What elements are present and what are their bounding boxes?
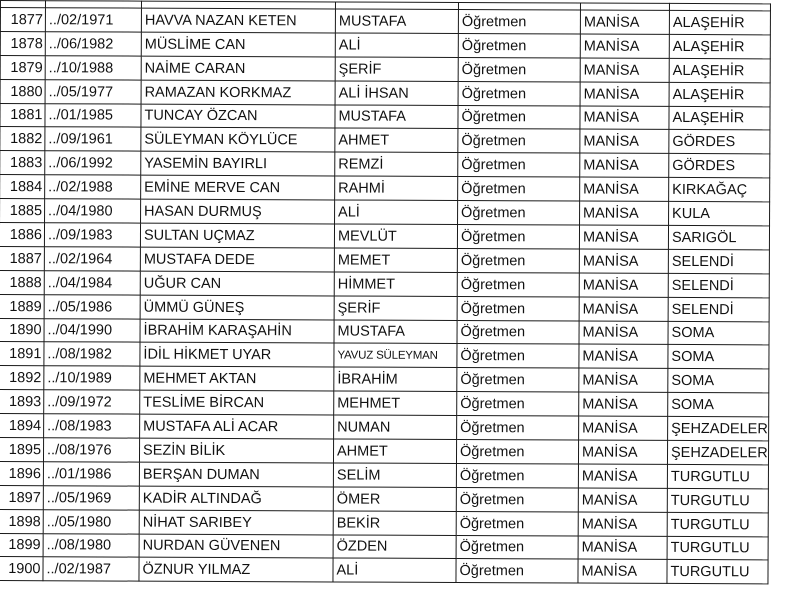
cell-row-number: 1891 [0, 342, 44, 366]
cell-full-name: BERŞAN DUMAN [139, 462, 333, 487]
table-row [0, 509, 768, 536]
cell-district: ŞEHZADELER [667, 440, 768, 464]
cell-father-name: MEVLÜT [334, 224, 457, 248]
cell-father-name: REMZİ [335, 152, 458, 176]
cell-title: Öğretmen [457, 272, 579, 296]
cell-district: TURGUTLU [667, 560, 768, 584]
cell-title: Öğretmen [457, 248, 579, 272]
cell-father-name: NUMAN [334, 415, 457, 439]
table-row [0, 270, 769, 297]
cell-title: Öğretmen [458, 129, 580, 153]
cell-province: MANİSA [580, 129, 669, 153]
cell-district: GÖRDES [669, 154, 770, 178]
cell-district: SOMA [668, 321, 769, 345]
cell-full-name: NİHAT SARIBEY [139, 510, 333, 535]
cell-full-name: SULTAN UÇMAZ [140, 223, 334, 248]
cell-row-number: 1888 [0, 270, 44, 294]
cell-district: TURGUTLU [667, 488, 768, 512]
cell-district: ŞEHZADELER [668, 417, 769, 441]
cell-district: ALAŞEHİR [669, 34, 770, 58]
cell-father-name: ALİ [335, 33, 458, 57]
cell-father-name: ÖZDEN [333, 535, 456, 559]
table-row [0, 246, 769, 273]
cell-title: Öğretmen [456, 440, 578, 464]
cell-birth-date: ../02/1987 [43, 557, 139, 581]
cell-district: SELENDİ [668, 297, 769, 321]
cell-title: Öğretmen [456, 535, 578, 559]
cell-father-name: MUSTAFA [334, 320, 457, 344]
cell-father-name: İBRAHİM [334, 367, 457, 391]
cell-birth-date: ../05/1986 [44, 294, 140, 318]
table-row [0, 414, 768, 441]
cell-full-name: MUSTAFA ALİ ACAR [140, 414, 334, 439]
cell-province: MANİSA [578, 440, 667, 464]
cell-birth-date: ../02/1964 [44, 247, 140, 271]
cell-birth-date: ../06/1982 [45, 32, 141, 56]
cell-title: Öğretmen [456, 511, 578, 535]
cell-district: TURGUTLU [667, 464, 768, 488]
cell-father-name: MEMET [334, 248, 457, 272]
cell-full-name: HAVVA NAZAN KETEN [141, 8, 335, 33]
cell-row-number: 1887 [0, 246, 44, 270]
cell-full-name: HASAN DURMUŞ [141, 199, 335, 224]
cell-row-number: 1900 [0, 557, 43, 581]
cell-title: Öğretmen [458, 201, 580, 225]
cell-title: Öğretmen [458, 10, 580, 34]
table-row [0, 31, 770, 58]
cell-full-name: ÖZNUR YILMAZ [139, 558, 333, 583]
cell-full-name: UĞUR CAN [140, 271, 334, 296]
cell-title: Öğretmen [457, 416, 579, 440]
cell-province: MANİSA [578, 536, 667, 560]
table-row [0, 103, 770, 130]
cell-row-number: 1879 [0, 55, 45, 79]
cell-title: Öğretmen [458, 57, 580, 81]
cell-birth-date: ../05/1977 [45, 79, 141, 103]
cell-full-name: KADİR ALTINDAĞ [139, 486, 333, 511]
table-row [0, 151, 770, 178]
cell-title: Öğretmen [457, 368, 579, 392]
cell-row-number: 1883 [0, 151, 45, 175]
cell-row-number: 1877 [0, 8, 45, 32]
cell-birth-date: ../05/1969 [43, 486, 139, 510]
cell-row-number: 1893 [0, 390, 44, 414]
cell-title: Öğretmen [457, 225, 579, 249]
cell-title: Öğretmen [456, 463, 578, 487]
cell-birth-date: ../04/1980 [45, 199, 141, 223]
cell-full-name: NAİME CARAN [141, 56, 335, 81]
cell-row-number: 1889 [0, 294, 44, 318]
cell-province: MANİSA [579, 321, 668, 345]
cell-full-name: TUNCAY ÖZCAN [141, 104, 335, 129]
cell-father-name: MUSTAFA [335, 9, 458, 33]
cell-district: ALAŞEHİR [669, 106, 770, 130]
cell-birth-date: ../10/1989 [44, 366, 140, 390]
cell-province: MANİSA [578, 560, 667, 584]
cell-row-number: 1881 [0, 103, 45, 127]
cell-province: MANİSA [580, 177, 669, 201]
cell-birth-date: ../08/1980 [43, 533, 139, 557]
cell-birth-date: ../08/1983 [44, 414, 140, 438]
cell-father-name: MEHMET [334, 391, 457, 415]
table-row [0, 438, 768, 465]
cell-district: SELENDİ [668, 249, 769, 273]
record-table-body [0, 1, 770, 585]
cell-title: Öğretmen [458, 177, 580, 201]
cell-title: Öğretmen [456, 559, 578, 583]
cell-province: MANİSA [579, 297, 668, 321]
cell-full-name: TESLİME BİRCAN [140, 390, 334, 415]
cell-father-name: BEKİR [333, 511, 456, 535]
cell-full-name: RAMAZAN KORKMAZ [141, 80, 335, 105]
cell-birth-date: ../01/1985 [45, 103, 141, 127]
cell-row-number: 1896 [0, 461, 43, 485]
cell-title: Öğretmen [457, 320, 579, 344]
cell-province: MANİSA [580, 106, 669, 130]
cell-father-name: ÖMER [333, 487, 456, 511]
cell-full-name: YASEMİN BAYIRLI [141, 151, 335, 176]
cell-province: MANİSA [580, 153, 669, 177]
cell-father-name: HİMMET [334, 272, 457, 296]
cell-full-name: SEZİN BİLİK [139, 438, 333, 463]
cell-father-name: YAVUZ SÜLEYMAN [334, 343, 457, 367]
cell-district: TURGUTLU [667, 512, 768, 536]
cell-province: MANİSA [579, 416, 668, 440]
cell-birth-date: ../06/1992 [45, 151, 141, 175]
cell-row-number: 1895 [0, 438, 44, 462]
cell-province: MANİSA [580, 82, 669, 106]
cell-full-name: İDİL HİKMET UYAR [140, 343, 334, 368]
cell-birth-date: ../09/1961 [45, 127, 141, 151]
cell-province: MANİSA [579, 225, 668, 249]
cell-district: SELENDİ [668, 273, 769, 297]
cell-full-name: ÜMMÜ GÜNEŞ [140, 295, 334, 320]
cell-district: ALAŞEHİR [669, 82, 770, 106]
cell-father-name: ALİ [335, 200, 458, 224]
cell-full-name: SÜLEYMAN KÖYLÜCE [141, 128, 335, 153]
cell-province: MANİSA [580, 58, 669, 82]
cell-row-number: 1897 [0, 485, 43, 509]
cell-district: ALAŞEHİR [669, 10, 770, 34]
cell-title: Öğretmen [457, 392, 579, 416]
cell-father-name: ŞERİF [335, 57, 458, 81]
table-row [0, 366, 769, 393]
cell-father-name: AHMET [333, 439, 456, 463]
cell-full-name: MEHMET AKTAN [140, 366, 334, 391]
cell-birth-date: ../08/1976 [43, 438, 139, 462]
cell-birth-date: ../04/1984 [44, 270, 140, 294]
cell-row-number: 1899 [0, 533, 43, 557]
cell-father-name: ŞERİF [334, 296, 457, 320]
table-row [0, 533, 768, 560]
cell-title: Öğretmen [458, 81, 580, 105]
cell-father-name: MUSTAFA [335, 105, 458, 129]
cell-province: MANİSA [579, 249, 668, 273]
cell-district: SOMA [668, 393, 769, 417]
cell-title: Öğretmen [457, 296, 579, 320]
cell-district: SOMA [668, 345, 769, 369]
table-row [0, 342, 769, 369]
cell-full-name: NURDAN GÜVENEN [139, 534, 333, 559]
table-row [0, 79, 770, 106]
cell-birth-date: ../02/1971 [45, 8, 141, 32]
cell-province: MANİSA [578, 488, 667, 512]
table-row [0, 55, 770, 82]
cell-full-name: MUSTAFA DEDE [140, 247, 334, 272]
cell-full-name: EMİNE MERVE CAN [141, 175, 335, 200]
cell-title: Öğretmen [458, 105, 580, 129]
cell-birth-date: ../01/1986 [43, 462, 139, 486]
table-row [0, 390, 768, 417]
table-row [0, 318, 769, 345]
table-row [0, 8, 770, 35]
cell-title: Öğretmen [458, 33, 580, 57]
cell-father-name: ALİ [333, 558, 456, 582]
cell-birth-date: ../09/1972 [44, 390, 140, 414]
cell-row-number: 1892 [0, 366, 44, 390]
cell-father-name: ALİ İHSAN [335, 81, 458, 105]
cell-province: MANİSA [580, 34, 669, 58]
table-row [0, 294, 769, 321]
cell-province: MANİSA [579, 368, 668, 392]
cell-row-number: 1878 [0, 31, 45, 55]
cell-father-name: RAHMİ [335, 176, 458, 200]
cell-father-name: SELİM [333, 463, 456, 487]
cell-district: GÖRDES [669, 130, 770, 154]
cell-province: MANİSA [580, 201, 669, 225]
cell-row-number: 1884 [0, 175, 45, 199]
cell-title: Öğretmen [456, 487, 578, 511]
cell-birth-date: ../08/1982 [44, 342, 140, 366]
cell-full-name: İBRAHİM KARAŞAHİN [140, 319, 334, 344]
cell-row-number: 1894 [0, 414, 44, 438]
cell-province: MANİSA [579, 392, 668, 416]
cell-province: MANİSA [579, 273, 668, 297]
table-row [0, 485, 768, 512]
cell-row-number: 1882 [0, 127, 45, 151]
cell-province: MANİSA [580, 10, 669, 34]
cell-birth-date: ../05/1980 [43, 509, 139, 533]
table-row [0, 175, 769, 202]
cell-district: TURGUTLU [667, 536, 768, 560]
cell-district: SOMA [668, 369, 769, 393]
table-row [0, 557, 768, 584]
cell-district: SARIGÖL [668, 225, 769, 249]
cell-district: KIRKAĞAÇ [669, 178, 770, 202]
cell-district: KULA [669, 202, 770, 226]
table-row [0, 199, 769, 226]
cell-province: MANİSA [579, 344, 668, 368]
cell-row-number: 1898 [0, 509, 43, 533]
table-row [0, 127, 770, 154]
cell-title: Öğretmen [457, 344, 579, 368]
cell-birth-date: ../09/1983 [44, 223, 140, 247]
cell-birth-date: ../04/1990 [44, 318, 140, 342]
cell-birth-date: ../10/1988 [45, 55, 141, 79]
cell-row-number: 1880 [0, 79, 45, 103]
cell-row-number: 1890 [0, 318, 44, 342]
cell-row-number: 1886 [0, 223, 45, 247]
cell-title: Öğretmen [458, 153, 580, 177]
cell-birth-date: ../02/1988 [45, 175, 141, 199]
cell-province: MANİSA [578, 464, 667, 488]
cell-district: ALAŞEHİR [669, 58, 770, 82]
cell-father-name: AHMET [335, 128, 458, 152]
table-row [0, 461, 768, 488]
cell-full-name: MÜSLİME CAN [141, 32, 335, 57]
cell-row-number: 1885 [0, 199, 45, 223]
table-row [0, 223, 769, 250]
cell-province: MANİSA [578, 512, 667, 536]
